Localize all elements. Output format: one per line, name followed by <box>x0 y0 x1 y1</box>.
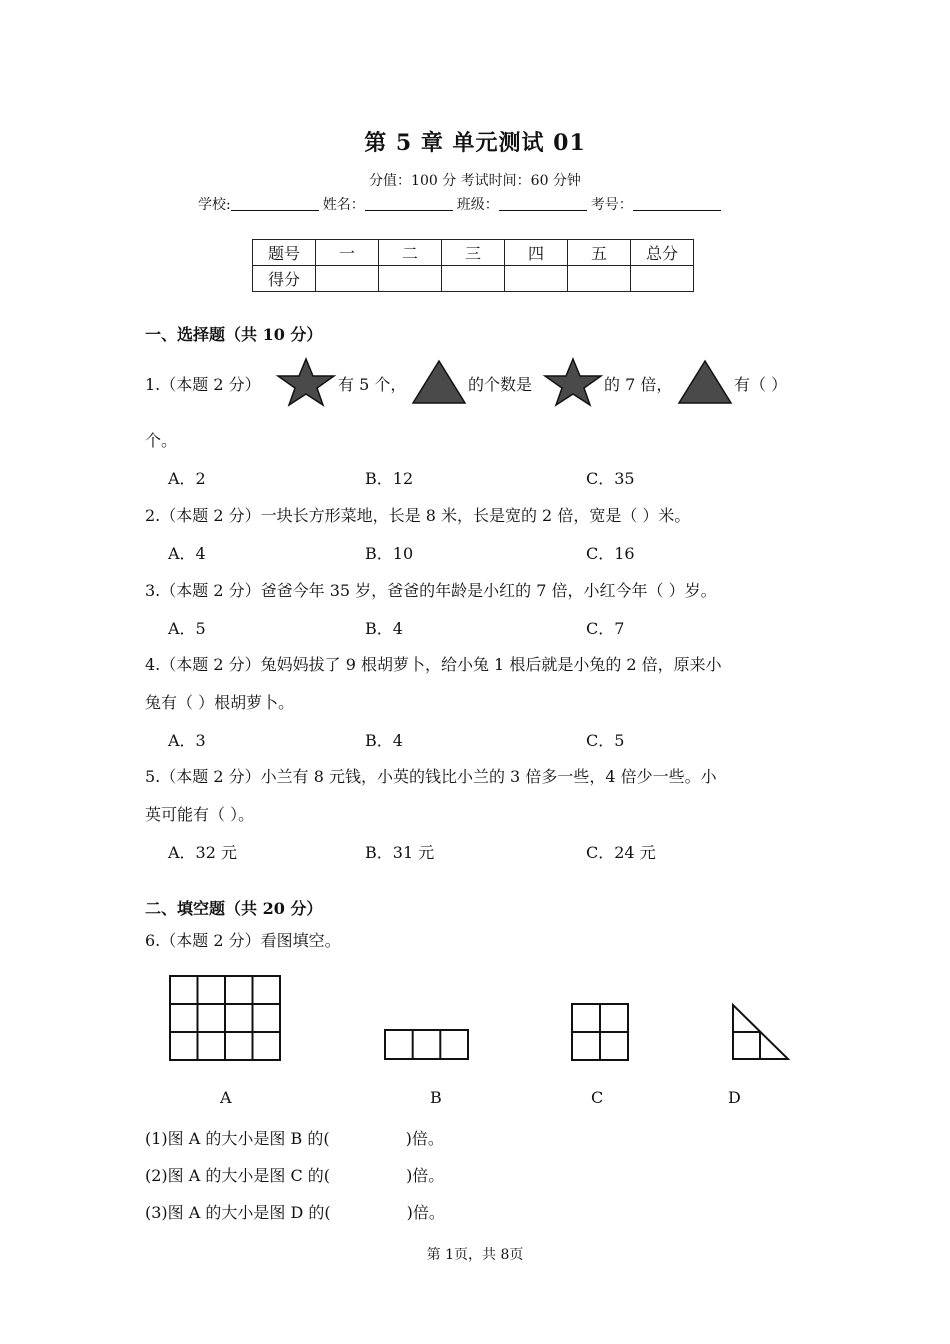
q3-option-c[interactable]: C．7 <box>586 619 625 638</box>
score-header-cell: 五 <box>568 240 631 266</box>
q1-part2: 的个数是 <box>468 375 533 394</box>
q4-continuation: 兔有（ ）根胡萝卜。 <box>145 693 295 712</box>
score-table <box>252 239 694 292</box>
q4-option-a[interactable]: A．3 <box>168 731 206 750</box>
name-field[interactable] <box>365 196 453 211</box>
page-footer: 第 1页，共 8页 <box>426 1247 524 1263</box>
score-cell[interactable] <box>316 266 379 292</box>
number-field[interactable] <box>633 196 721 211</box>
score-cell[interactable] <box>379 266 442 292</box>
q1-continuation: 个。 <box>145 431 178 450</box>
q6-sub3-before: (3)图 A 的大小是图 D 的( <box>145 1203 331 1222</box>
q3-option-a[interactable]: A．5 <box>168 619 206 638</box>
q5-continuation: 英可能有（ ）。 <box>145 805 255 824</box>
figure-label-b: B <box>430 1088 442 1107</box>
score-table-score-row <box>253 266 694 292</box>
score-header-cell: 一 <box>316 240 379 266</box>
school-label: 学校: <box>198 197 231 213</box>
score-header-cell: 二 <box>379 240 442 266</box>
q1-option-a[interactable]: A．2 <box>168 469 206 488</box>
star-icon <box>275 357 337 407</box>
school-field[interactable] <box>231 196 319 211</box>
q2-option-a[interactable]: A．4 <box>168 544 206 563</box>
number-label: 考号： <box>590 197 633 213</box>
triangle-icon <box>676 358 734 406</box>
q1-option-b[interactable]: B．12 <box>365 469 414 488</box>
score-cell[interactable] <box>442 266 505 292</box>
q5-option-a[interactable]: A．32 元 <box>168 843 238 862</box>
score-table-header-row <box>253 240 694 266</box>
figure-a-grid <box>168 974 282 1062</box>
q2-text: 2.（本题 2 分）一块长方形菜地，长是 8 米，长是宽的 2 倍，宽是（ ）米。 <box>145 506 691 525</box>
q6-text: 6.（本题 2 分）看图填空。 <box>145 931 341 950</box>
score-row-label: 得分 <box>253 266 316 292</box>
q6-sub2-before: (2)图 A 的大小是图 C 的( <box>145 1166 331 1185</box>
q5-option-b[interactable]: B．31 元 <box>365 843 435 862</box>
q3-text: 3.（本题 2 分）爸爸今年 35 岁，爸爸的年龄是小红的 7 倍，小红今年（ ）岁。 <box>145 581 717 600</box>
score-header-cell: 总分 <box>631 240 694 266</box>
score-cell[interactable] <box>631 266 694 292</box>
q1-prefix: 1.（本题 2 分） <box>145 375 261 394</box>
q6-sub1-after: )倍。 <box>405 1129 444 1148</box>
score-cell[interactable] <box>505 266 568 292</box>
triangle-icon <box>410 358 468 406</box>
figure-b-grid <box>383 1028 470 1062</box>
figure-d-triangle <box>730 1002 792 1062</box>
q5-text: 5.（本题 2 分）小兰有 8 元钱，小英的钱比小兰的 3 倍多一些，4 倍少一些。小 <box>145 767 717 786</box>
figure-label-a: A <box>220 1088 232 1107</box>
figure-label-d: D <box>728 1088 741 1107</box>
score-header-cell: 四 <box>505 240 568 266</box>
q6-sub1 <box>145 1126 444 1149</box>
figure-c-grid <box>570 1002 630 1062</box>
score-cell[interactable] <box>568 266 631 292</box>
section-1-title: 一、选择题（共 10 分） <box>145 325 323 344</box>
class-label: 班级： <box>456 197 499 213</box>
section-2-title: 二、填空题（共 20 分） <box>145 899 323 918</box>
q6-sub3 <box>145 1200 445 1223</box>
q6-sub2 <box>145 1163 444 1186</box>
score-header-cell: 题号 <box>253 240 316 266</box>
figure-label-c: C <box>591 1088 604 1107</box>
q3-option-b[interactable]: B．4 <box>365 619 403 638</box>
student-info-line <box>198 194 725 214</box>
star-icon <box>542 357 604 407</box>
q5-option-c[interactable]: C．24 元 <box>586 843 656 862</box>
q1-part3: 的 7 倍， <box>604 375 673 394</box>
q4-option-c[interactable]: C．5 <box>586 731 625 750</box>
page-title: 第 5 章 单元测试 01 <box>364 130 586 156</box>
q1-part4: 有（ ） <box>734 375 788 394</box>
exam-meta: 分值：100 分 考试时间：60 分钟 <box>369 173 581 189</box>
q2-option-b[interactable]: B．10 <box>365 544 414 563</box>
q1-option-c[interactable]: C．35 <box>586 469 635 488</box>
q6-sub3-after: )倍。 <box>406 1203 445 1222</box>
name-label: 姓名： <box>322 197 365 213</box>
q6-sub1-before: (1)图 A 的大小是图 B 的( <box>145 1129 330 1148</box>
score-header-cell: 三 <box>442 240 505 266</box>
q1-part1: 有 5 个， <box>338 375 407 394</box>
q4-option-b[interactable]: B．4 <box>365 731 403 750</box>
class-field[interactable] <box>499 196 587 211</box>
q6-sub2-after: )倍。 <box>406 1166 445 1185</box>
q2-option-c[interactable]: C．16 <box>586 544 635 563</box>
q4-text: 4.（本题 2 分）兔妈妈拔了 9 根胡萝卜，给小兔 1 根后就是小兔的 2 倍，原来小 <box>145 655 722 674</box>
